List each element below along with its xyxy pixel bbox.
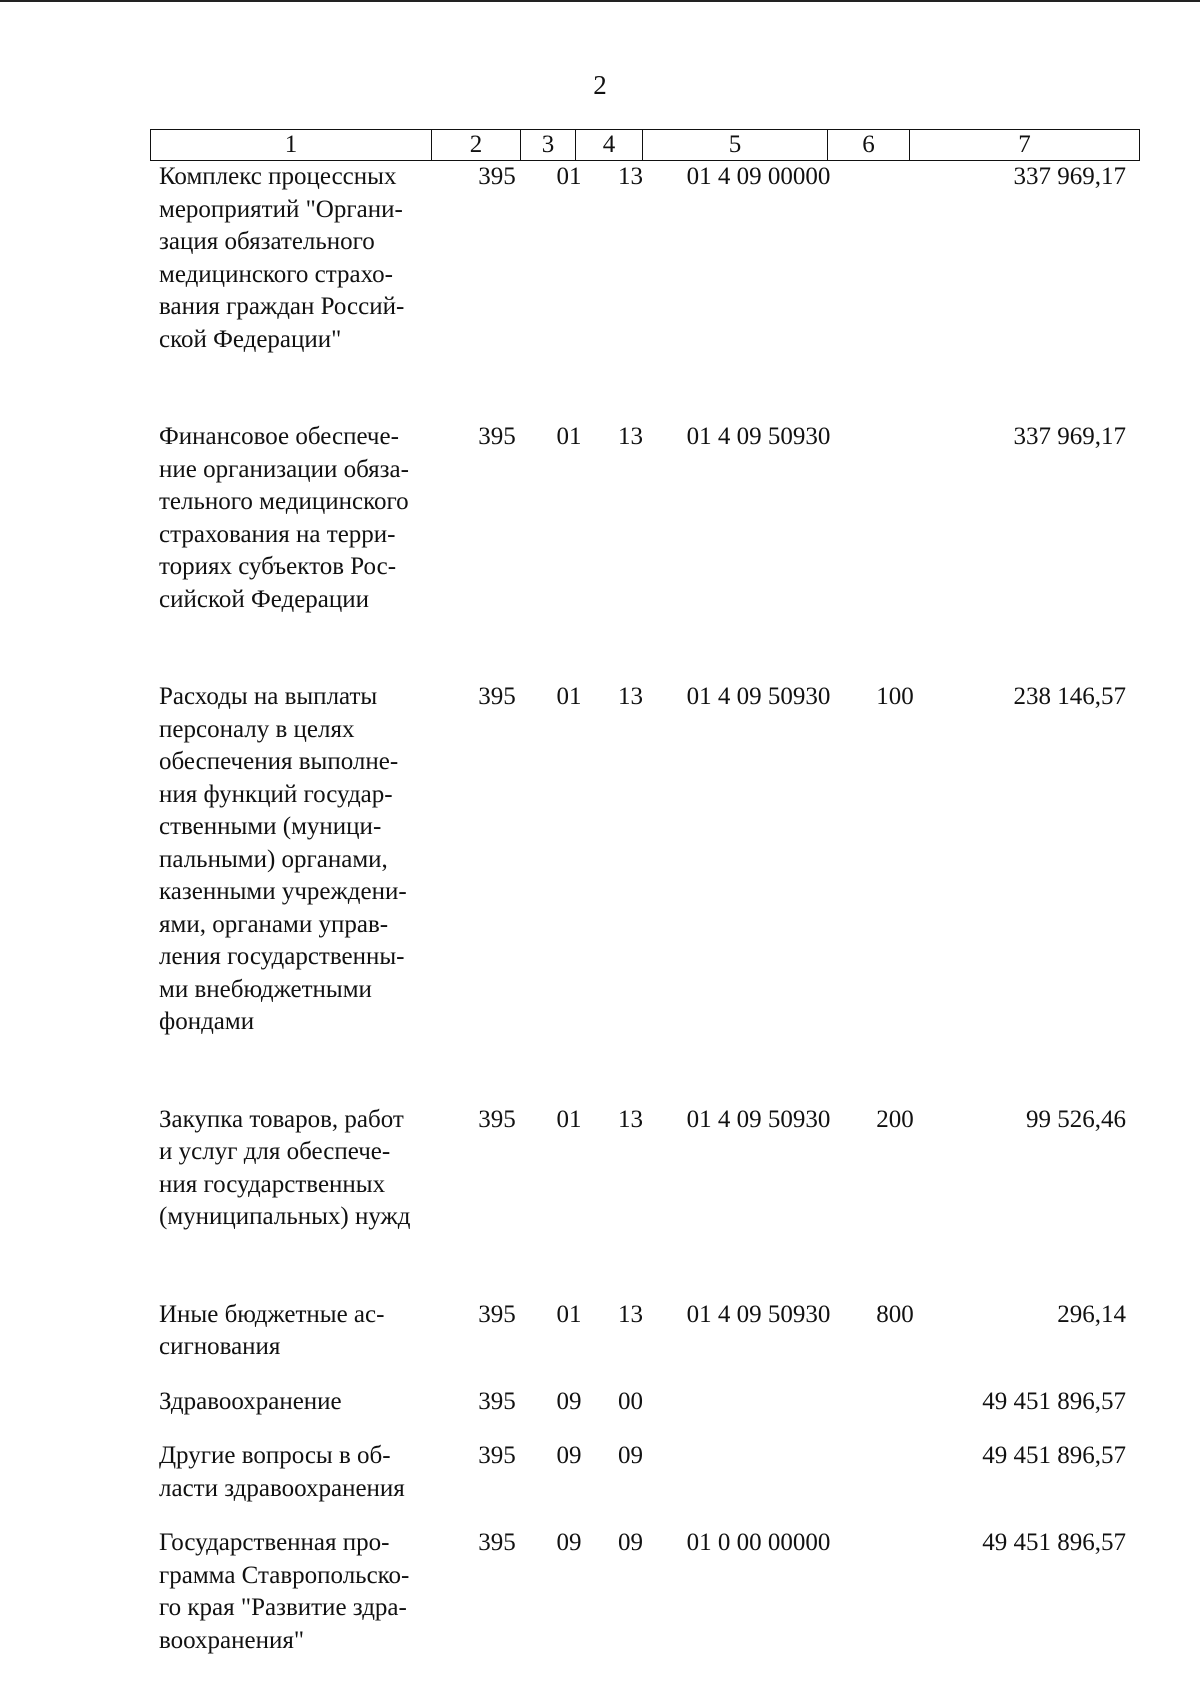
header-col-6: 6 [828,130,910,160]
table-row [150,1386,1140,1419]
row-name-line: Другие вопросы в об- [159,1442,391,1469]
row-c7-cell: 337 969,17 [1013,163,1126,190]
row-c4-cell: 09 [618,1442,643,1469]
table-row [150,421,1140,616]
row-name-line: пальными) органами, [159,845,388,873]
row-name-line: Расходы на выплаты [159,683,378,710]
row-name-line: и услуг для обеспече- [159,1138,391,1165]
row-c3-cell: 01 [556,423,582,450]
row-name-cell [150,1104,453,1234]
row-c3-cell: 09 [556,1387,582,1415]
header-col-3: 3 [521,130,576,160]
row-name-line: воохранения" [159,1626,305,1654]
row-name-cell [150,1299,453,1364]
row-name-line: ми внебюджетными [159,975,372,1003]
row-name-line: ственными (муници- [159,813,382,840]
row-c2-cell: 395 [478,1442,516,1469]
row-c3-cell: 01 [556,683,582,710]
row-name-line: ской Федерации" [159,325,342,353]
row-name-cell [150,1527,453,1657]
top-border-line [0,0,1200,2]
header-col-2: 2 [432,130,521,160]
row-name-line: фондами [159,1008,255,1035]
row-c6-cell: 800 [876,1300,914,1328]
row-c4-cell: 13 [618,1300,643,1328]
row-name-cell [150,1386,453,1419]
table-header-row [150,129,1140,161]
row-name-line: ния государственных [159,1170,386,1198]
row-name-line: Закупка товаров, работ [159,1105,404,1133]
row-c3-cell: 01 [556,1105,582,1133]
header-col-7: 7 [1018,131,1031,158]
row-c4-cell: 13 [618,683,643,710]
row-name-line: обеспечения выполне- [159,748,399,775]
row-c7-cell: 296,14 [1057,1300,1126,1328]
row-name-line: зация обязательного [159,228,375,255]
header-col-5: 5 [643,130,828,160]
row-name-line: медицинского страхо- [159,260,393,288]
row-c3-cell: 01 [556,1300,582,1328]
row-name-line: сигнования [159,1333,281,1360]
row-name-line: персоналу в целях [159,715,355,743]
row-c5-cell: 01 4 09 50930 [686,1105,831,1133]
row-c2-cell: 395 [478,1105,516,1133]
row-c5-cell: 01 4 09 50930 [686,683,831,710]
row-c7-cell: 337 969,17 [1013,423,1126,450]
row-name-line: ления государственны- [159,943,405,970]
row-c4-cell: 13 [618,163,643,190]
header-col-1: 1 [151,130,432,160]
row-name-line: Комплекс процессных [159,163,397,190]
row-name-line: казенными учреждени- [159,878,407,905]
row-c5-cell: 01 4 09 50930 [686,423,831,450]
row-name-cell [150,161,453,356]
row-name-cell [150,421,453,616]
row-c2-cell: 395 [478,423,516,450]
row-name-line: ния функций государ- [159,780,393,808]
row-c6-cell: 200 [876,1105,914,1133]
row-c2-cell: 395 [478,1387,516,1415]
row-name-line: (муниципальных) нужд [159,1203,411,1230]
row-c4-cell: 13 [618,1105,643,1133]
row-name-cell [150,681,453,1039]
row-c7-cell: 238 146,57 [1013,683,1126,710]
row-name-line: го края "Развитие здра- [159,1594,407,1621]
row-name-line: тельного медицинского [159,488,409,515]
row-c7-cell: 49 451 896,57 [982,1442,1126,1469]
row-c2-cell: 395 [478,683,516,710]
row-c3-cell: 09 [556,1442,582,1469]
row-c4-cell: 09 [618,1529,643,1556]
row-name-line: ториях субъектов Рос- [159,553,397,580]
row-name-line: вания граждан Россий- [159,293,405,320]
table-row [150,1440,1140,1505]
row-name-line: ями, органами управ- [159,910,389,938]
row-name-line: Финансовое обеспече- [159,423,399,450]
row-c5-cell: 01 0 00 00000 [686,1529,831,1556]
row-name-line: страхования на терри- [159,520,396,548]
row-name-line: Иные бюджетные ас- [159,1300,385,1328]
row-name-line: Государственная про- [159,1529,390,1556]
header-col-4: 4 [576,130,643,160]
row-name-line: ние организации обяза- [159,455,409,483]
row-name-line: мероприятий "Органи- [159,195,403,223]
table-row [150,1527,1140,1657]
row-name-line: ласти здравоохранения [159,1474,405,1502]
row-c5-cell: 01 4 09 00000 [686,163,831,190]
row-c3-cell: 09 [556,1529,582,1556]
row-c4-cell: 00 [618,1387,643,1415]
row-c3-cell: 01 [556,163,582,190]
row-c2-cell: 395 [478,1300,516,1328]
row-name-cell [150,1440,453,1505]
row-c5-cell: 01 4 09 50930 [686,1300,831,1328]
row-c6-cell: 100 [876,683,914,710]
row-c7-cell: 99 526,46 [1026,1105,1126,1133]
row-c7-cell: 49 451 896,57 [982,1529,1126,1556]
table-row [150,681,1140,1039]
row-name-line: Здравоохранение [159,1387,342,1415]
row-c2-cell: 395 [478,163,516,190]
table-body [150,161,1140,1657]
row-c2-cell: 395 [478,1529,516,1556]
table-row [150,1299,1140,1364]
row-c4-cell: 13 [618,423,643,450]
table-row [150,161,1140,356]
row-name-line: сийской Федерации [159,585,370,613]
table-row [150,1104,1140,1234]
page-number: 2 [593,70,607,100]
row-name-line: грамма Ставропольско- [159,1561,410,1589]
row-c7-cell: 49 451 896,57 [982,1387,1126,1415]
